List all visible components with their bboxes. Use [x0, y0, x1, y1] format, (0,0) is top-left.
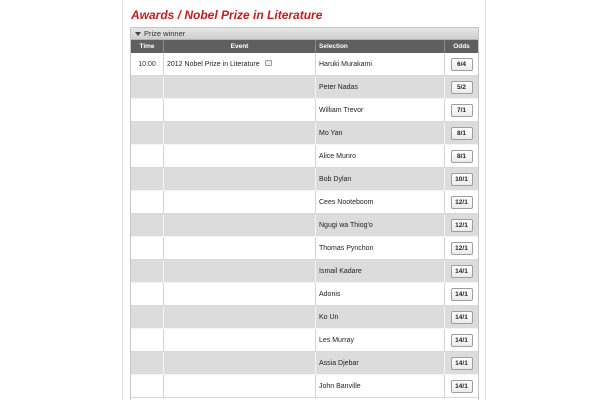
table-row: [131, 283, 478, 306]
table-row: [131, 260, 478, 283]
triangle-down-icon[interactable]: [135, 32, 141, 36]
time-cell: [131, 214, 164, 237]
column-header-odds: Odds: [453, 43, 470, 50]
event-cell: [164, 260, 316, 283]
time-cell: [131, 76, 164, 99]
event-cell: [164, 375, 316, 398]
selection-name: Ko Un: [316, 306, 445, 329]
odds-button[interactable]: 10/1: [451, 173, 473, 186]
odds-button[interactable]: 14/1: [451, 288, 473, 301]
table-row: [131, 329, 478, 352]
table-header: [131, 40, 478, 53]
time-cell: [131, 306, 164, 329]
selection-name: Alice Munro: [316, 145, 445, 168]
odds-cell: [445, 283, 478, 306]
odds-button[interactable]: 14/1: [451, 334, 473, 347]
selection-name: William Trevor: [316, 99, 445, 122]
table-row: [131, 53, 478, 76]
odds-button[interactable]: 12/1: [451, 196, 473, 209]
column-header-selection: Selection: [316, 40, 445, 53]
event-cell: [164, 237, 316, 260]
selection-name: Cees Nooteboom: [316, 191, 445, 214]
event-cell: [164, 76, 316, 99]
odds-cell: [445, 352, 478, 375]
event-name: 2012 Nobel Prize in Literature: [167, 60, 260, 68]
table-row: [131, 191, 478, 214]
odds-cell: [445, 145, 478, 168]
event-cell: [164, 53, 316, 76]
column-header-event: Event: [164, 40, 316, 53]
time-cell: [131, 122, 164, 145]
odds-cell: [445, 168, 478, 191]
table-row: [131, 306, 478, 329]
event-cell: [164, 145, 316, 168]
table-row: [131, 375, 478, 398]
event-cell: [164, 352, 316, 375]
event-cell: [164, 122, 316, 145]
selection-name: Adonis: [316, 283, 445, 306]
odds-button[interactable]: 14/1: [451, 311, 473, 324]
selection-name: Assia Djebar: [316, 352, 445, 375]
selection-name: Thomas Pynchon: [316, 237, 445, 260]
odds-button[interactable]: 14/1: [451, 380, 473, 393]
odds-button[interactable]: 8/1: [451, 150, 473, 163]
page-border-left: [122, 0, 123, 400]
page-title: Awards / Nobel Prize in Literature: [131, 8, 323, 22]
odds-cell: [445, 306, 478, 329]
time-cell: [131, 375, 164, 398]
selection-name: John Banville: [316, 375, 445, 398]
comment-icon[interactable]: [265, 60, 272, 66]
selection-name: Peter Nadas: [316, 76, 445, 99]
event-cell: [164, 329, 316, 352]
odds-button[interactable]: 5/2: [451, 81, 473, 94]
time-cell: [131, 237, 164, 260]
odds-cell: [445, 329, 478, 352]
time-cell: [131, 145, 164, 168]
odds-button[interactable]: 8/1: [451, 127, 473, 140]
column-header-time: Time: [131, 40, 164, 53]
time-cell: [131, 329, 164, 352]
odds-button[interactable]: 7/1: [451, 104, 473, 117]
odds-cell: [445, 260, 478, 283]
page-border-right: [485, 0, 486, 400]
event-cell: [164, 168, 316, 191]
event-time: 10:00: [131, 53, 164, 76]
table-body: [131, 53, 478, 398]
time-cell: [131, 99, 164, 122]
event-cell: [164, 214, 316, 237]
odds-button[interactable]: 6/4: [451, 58, 473, 71]
time-cell: [131, 352, 164, 375]
odds-cell: [445, 375, 478, 398]
selection-name: Ngugi wa Thiog'o: [316, 214, 445, 237]
market-panel-header[interactable]: [131, 28, 478, 40]
odds-button[interactable]: 14/1: [451, 357, 473, 370]
time-cell: [131, 283, 164, 306]
odds-cell: [445, 99, 478, 122]
table-row: [131, 237, 478, 260]
odds-cell: [445, 214, 478, 237]
event-cell: [164, 283, 316, 306]
event-cell: [164, 306, 316, 329]
table-row: [131, 99, 478, 122]
time-cell: [131, 260, 164, 283]
table-row: [131, 214, 478, 237]
table-row: [131, 122, 478, 145]
time-cell: [131, 191, 164, 214]
table-row: [131, 76, 478, 99]
selection-name: Les Murray: [316, 329, 445, 352]
odds-button[interactable]: 12/1: [451, 219, 473, 232]
odds-button[interactable]: 12/1: [451, 242, 473, 255]
time-cell: [131, 168, 164, 191]
odds-cell: [445, 76, 478, 99]
odds-cell: [445, 122, 478, 145]
market-name: Prize winner: [144, 29, 186, 38]
selection-name: Mo Yan: [316, 122, 445, 145]
odds-cell: [445, 237, 478, 260]
table-row: [131, 145, 478, 168]
selection-name: Haruki Murakami: [316, 53, 445, 76]
market-panel: [130, 27, 479, 400]
selection-name: Ismail Kadare: [316, 260, 445, 283]
event-cell: [164, 191, 316, 214]
odds-cell: [445, 53, 478, 76]
event-cell: [164, 99, 316, 122]
odds-cell: [445, 191, 478, 214]
table-row: [131, 352, 478, 375]
table-row: [131, 168, 478, 191]
odds-button[interactable]: 14/1: [451, 265, 473, 278]
selection-name: Bob Dylan: [316, 168, 445, 191]
